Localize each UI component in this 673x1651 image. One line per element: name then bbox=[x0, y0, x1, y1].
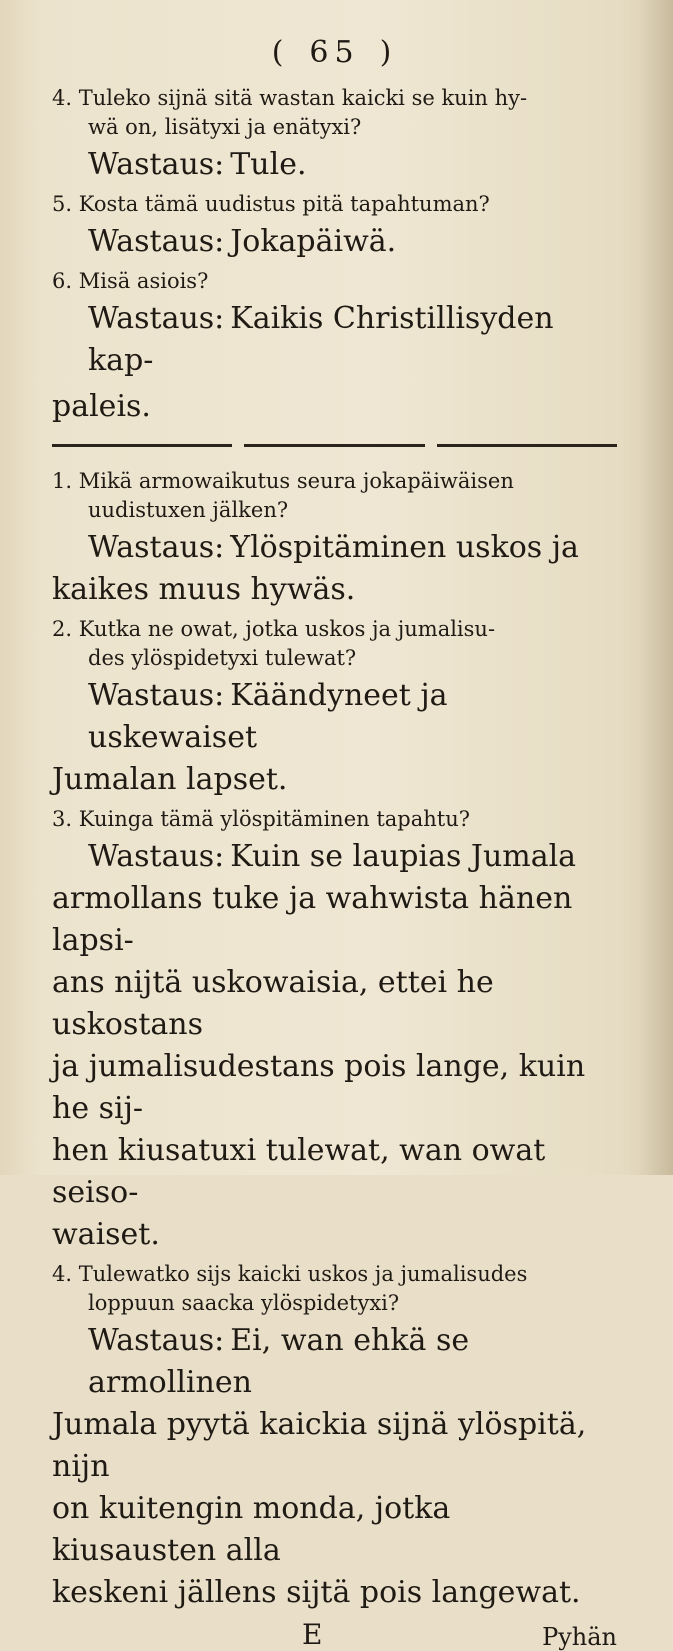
answer-1: Wastaus: Ylöspitäminen uskos ja kaikes muus hywäs. bbox=[52, 530, 579, 607]
page-footer bbox=[52, 1618, 617, 1651]
answer-6: Wastaus: Kaikis Christillisyden kap- bbox=[88, 301, 554, 378]
section-divider bbox=[52, 444, 617, 447]
divider-rule bbox=[52, 444, 232, 447]
answer-4: Wastaus: Tule. bbox=[88, 147, 307, 182]
question-3: 3. Kuinga tämä ylöspitäminen tapahtu? bbox=[52, 807, 471, 831]
answer-4b: Wastaus: Ei, wan ehkä se armollinen Jumala pyytä kaickia sijnä ylöspitä, nijn on kuitengin monda, jotka kiusausten alla keskeni jällens sijtä pois langewat. bbox=[52, 1323, 587, 1610]
answer-6-cont: paleis. bbox=[52, 389, 151, 424]
answer-5: Wastaus: Jokapäiwä. bbox=[88, 224, 397, 259]
divider-rule bbox=[437, 444, 617, 447]
signature-mark: E bbox=[302, 1618, 323, 1651]
answer-3: Wastaus: Kuin se laupias Jumala armollans tuke ja wahwista hänen lapsi- ans nijtä uskowaisia, ettei he uskostans ja jumalisudestans pois lange, kuin he sij- hen kiusatuxi tulewat, wan owat seiso- waiset. bbox=[52, 839, 586, 1252]
question-5: 5. Kosta tämä uudistus pitä tapahtuman? bbox=[52, 192, 490, 216]
question-2: 2. Kutka ne owat, jotka uskos ja jumalisu- des ylöspidetyxi tulewat? bbox=[52, 617, 496, 670]
question-4b: 4. Tulewatko sijs kaicki uskos ja jumalisudes loppuun saacka ylöspidetyxi? bbox=[52, 1262, 528, 1315]
section-part2 bbox=[52, 467, 617, 1614]
divider-rule bbox=[244, 444, 424, 447]
answer-2: Wastaus: Käändyneet ja uskewaiset Jumalan lapset. bbox=[52, 678, 448, 797]
page-number: 65 bbox=[309, 35, 360, 70]
section-part1 bbox=[52, 84, 617, 428]
catchword: Pyhän bbox=[542, 1623, 617, 1651]
paren-open: ( bbox=[271, 35, 290, 70]
question-1: 1. Mikä armowaikutus seura jokapäiwäisen uudistuxen jälken? bbox=[52, 469, 514, 522]
question-4: 4. Tuleko sijnä sitä wastan kaicki se kuin hy- wä on, lisätyxi ja enätyxi? bbox=[52, 86, 528, 139]
page-header bbox=[52, 30, 617, 76]
question-6: 6. Misä asiois? bbox=[52, 269, 209, 293]
paren-close: ) bbox=[379, 35, 398, 70]
